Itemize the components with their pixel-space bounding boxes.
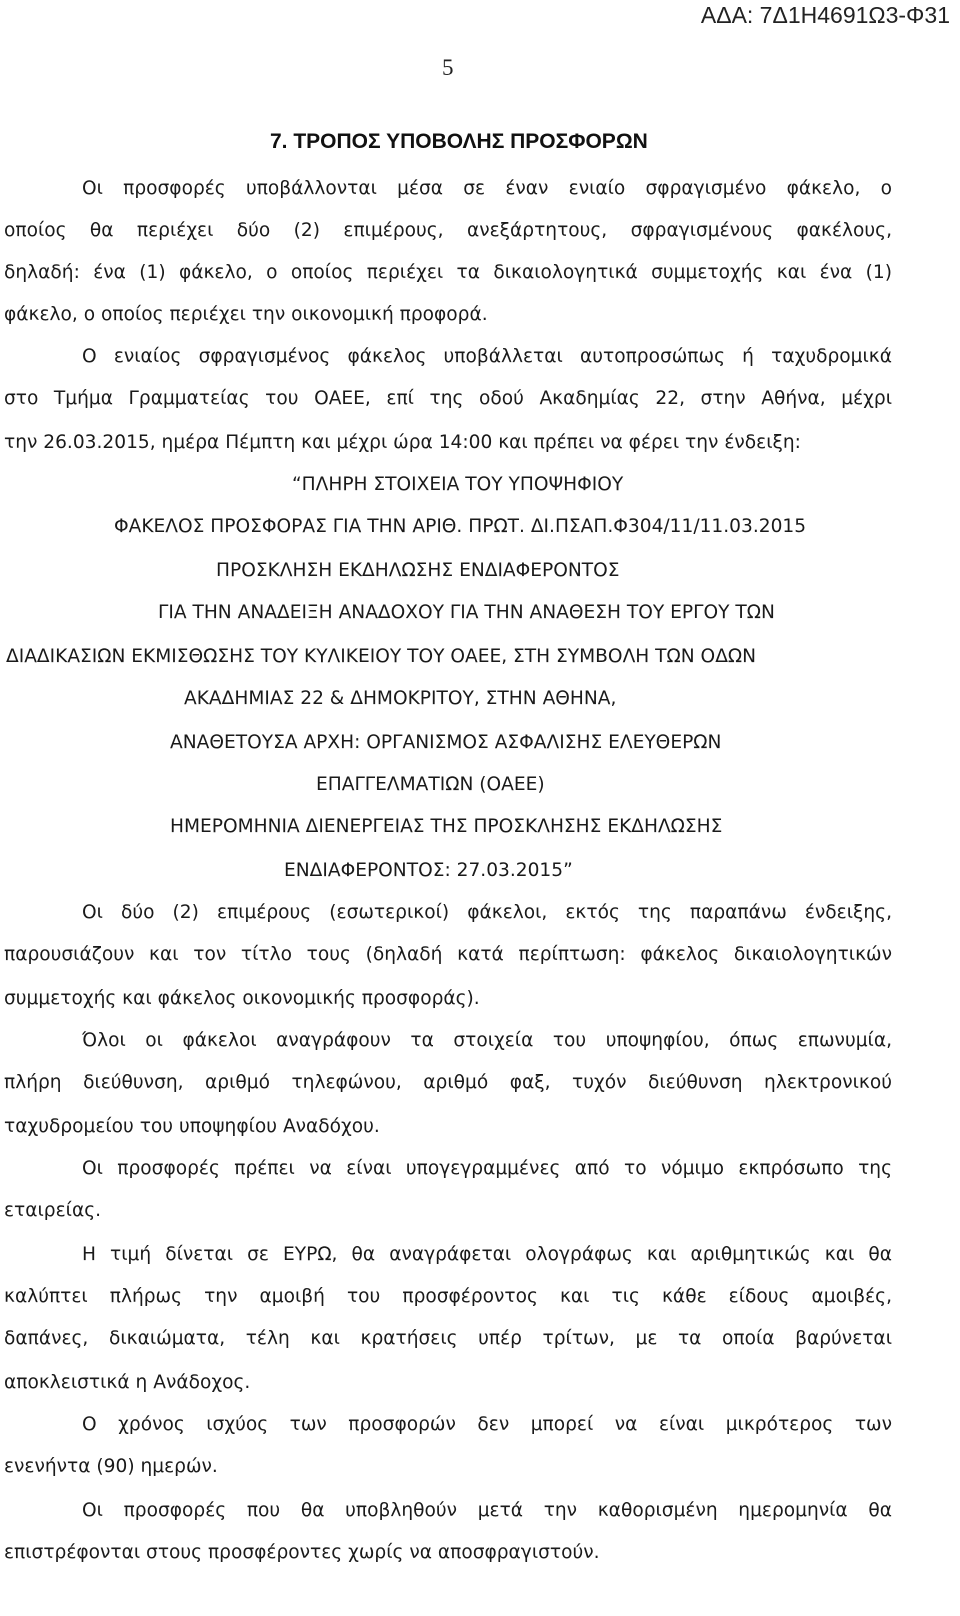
indication-line4: ΓΙΑ ΤΗΝ ΑΝΑΔΕΙΞΗ ΑΝΑΔΟΧΟΥ ΓΙΑ ΤΗΝ ΑΝΑΘΕΣΗ ΤΟΥ ΕΡΓΟΥ ΤΩΝ [158, 602, 775, 623]
para1-line2: οποίος θα περιέχει δύο (2) επιμέρους, ανεξάρτητους, σφραγισμένους φακέλους, [4, 220, 892, 241]
para1-line4: φάκελο, ο οποίος περιέχει την οικονομική προφορά. [4, 304, 488, 325]
indication-line9: ΗΜΕΡΟΜΗΝΙΑ ΔΙΕΝΕΡΓΕΙΑΣ ΤΗΣ ΠΡΟΣΚΛΗΣΗΣ ΕΚΔΗΛΩΣΗΣ [170, 816, 723, 837]
para5-line1: Οι προσφορές πρέπει να είναι υπογεγραμμένες από το νόμιμο εκπρόσωπο της [82, 1158, 892, 1179]
para3-line2: παρουσιάζουν και τον τίτλο τους (δηλαδή κατά περίπτωση: φάκελος δικαιολογητικών [4, 944, 892, 965]
indication-line10: ΕΝΔΙΑΦΕΡΟΝΤΟΣ: 27.03.2015” [284, 860, 573, 881]
para7-line1: Ο χρόνος ισχύος των προσφορών δεν μπορεί να είναι μικρότερος των [82, 1414, 892, 1435]
para4-line3: ταχυδρομείου του υποψηφίου Αναδόχου. [4, 1116, 380, 1137]
para2-line1: Ο ενιαίος σφραγισμένος φάκελος υποβάλλεται αυτοπροσώπως ή ταχυδρομικά [82, 346, 892, 367]
para8-line2: επιστρέφονται στους προσφέροντες χωρίς να αποσφραγιστούν. [4, 1542, 600, 1563]
page-number: 5 [442, 55, 454, 80]
para2-line2: στο Τμήμα Γραμματείας του ΟΑΕΕ, επί της οδού Ακαδημίας 22, στην Αθήνα, μέχρι [4, 388, 892, 409]
section-title: 7. ΤΡΟΠΟΣ ΥΠΟΒΟΛΗΣ ΠΡΟΣΦΟΡΩΝ [270, 130, 648, 153]
indication-line2: ΦΑΚΕΛΟΣ ΠΡΟΣΦΟΡΑΣ ΓΙΑ ΤΗΝ ΑΡΙΘ. ΠΡΩΤ. ΔΙ.ΠΣΑΠ.Φ304/11/11.03.2015 [114, 516, 807, 537]
para6-line4: αποκλειστικά η Ανάδοχος. [4, 1372, 251, 1393]
indication-line5: ΔΙΑΔΙΚΑΣΙΩΝ ΕΚΜΙΣΘΩΣΗΣ ΤΟΥ ΚΥΛΙΚΕΙΟΥ ΤΟΥ ΟΑΕΕ, ΣΤΗ ΣΥΜΒΟΛΗ ΤΩΝ ΟΔΩΝ [6, 646, 757, 667]
para4-line1: Όλοι οι φάκελοι αναγράφουν τα στοιχεία του υποψηφίου, όπως επωνυμία, [82, 1030, 892, 1051]
para6-line2: καλύπτει πλήρως την αμοιβή του προσφέροντος και τις κάθε είδους αμοιβές, [4, 1286, 892, 1307]
indication-line6: ΑΚΑΔΗΜΙΑΣ 22 & ΔΗΜΟΚΡΙΤΟΥ, ΣΤΗΝ ΑΘΗΝΑ, [184, 688, 617, 709]
para8-line1: Οι προσφορές που θα υποβληθούν μετά την καθορισμένη ημερομηνία θα [82, 1500, 892, 1521]
para3-line1: Οι δύο (2) επιμέρους (εσωτερικοί) φάκελοι, εκτός της παραπάνω ένδειξης, [82, 902, 892, 923]
para6-line3: δαπάνες, δικαιώματα, τέλη και κρατήσεις υπέρ τρίτων, με τα οποία βαρύνεται [4, 1328, 892, 1349]
para4-line2: πλήρη διεύθυνση, αριθμό τηλεφώνου, αριθμό φαξ, τυχόν διεύθυνση ηλεκτρονικού [4, 1072, 892, 1093]
para7-line2: ενενήντα (90) ημερών. [4, 1456, 218, 1477]
para3-line3: συμμετοχής και φάκελος οικονομικής προσφοράς). [4, 988, 480, 1009]
para1-line1: Οι προσφορές υποβάλλονται μέσα σε έναν ενιαίο σφραγισμένο φάκελο, ο [82, 178, 892, 199]
indication-line7: ΑΝΑΘΕΤΟΥΣΑ ΑΡΧΗ: ΟΡΓΑΝΙΣΜΟΣ ΑΣΦΑΛΙΣΗΣ ΕΛΕΥΘΕΡΩΝ [170, 732, 722, 753]
indication-line3: ΠΡΟΣΚΛΗΣΗ ΕΚΔΗΛΩΣΗΣ ΕΝΔΙΑΦΕΡΟΝΤΟΣ [216, 560, 620, 581]
para2-line3: την 26.03.2015, ημέρα Πέμπτη και μέχρι ώρα 14:00 και πρέπει να φέρει την ένδειξη: [4, 432, 801, 453]
indication-line1: “ΠΛΗΡΗ ΣΤΟΙΧΕΙΑ ΤΟΥ ΥΠΟΨΗΦΙΟΥ [292, 474, 624, 495]
para6-line1: Η τιμή δίνεται σε ΕΥΡΩ, θα αναγράφεται ολογράφως και αριθμητικώς και θα [82, 1244, 892, 1265]
para5-line2: εταιρείας. [4, 1200, 102, 1221]
indication-line8: ΕΠΑΓΓΕΛΜΑΤΙΩΝ (ΟΑΕΕ) [316, 774, 545, 795]
ada-code: ΑΔΑ: 7Δ1Η4691Ω3-Φ31 [700, 2, 950, 28]
para1-line3: δηλαδή: ένα (1) φάκελο, ο οποίος περιέχει τα δικαιολογητικά συμμετοχής και ένα (1) [4, 262, 892, 283]
